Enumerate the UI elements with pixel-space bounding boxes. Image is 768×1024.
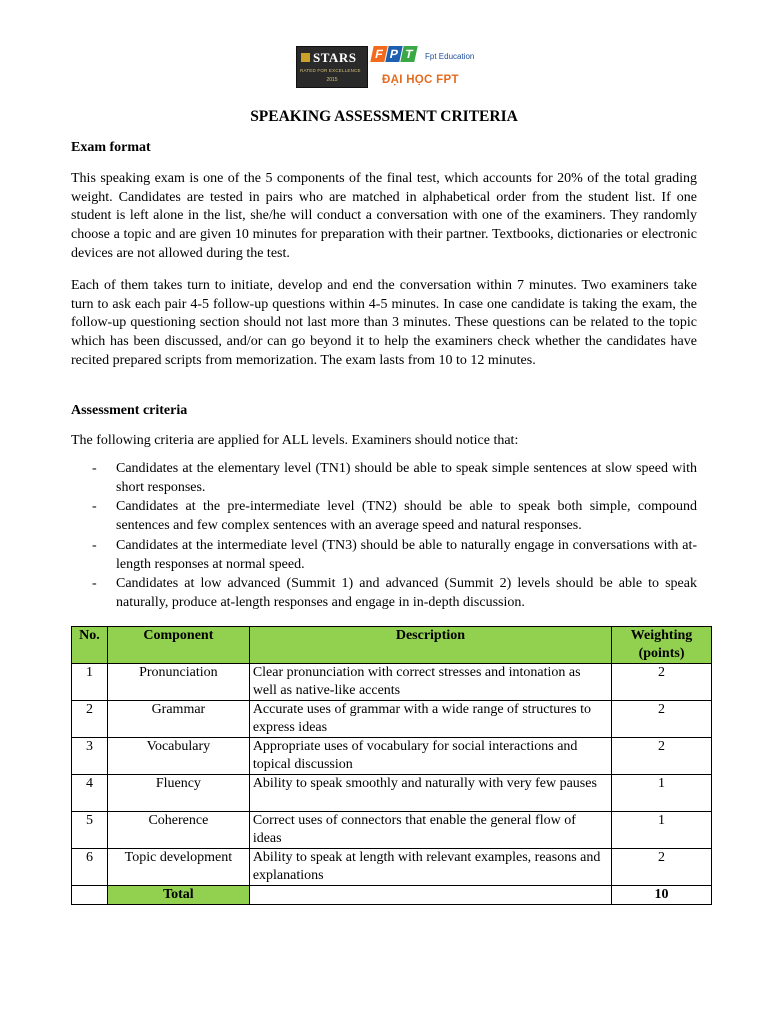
header-no: No. bbox=[72, 627, 108, 664]
fpt-letter-f: F bbox=[370, 46, 387, 62]
row-no: 3 bbox=[72, 738, 108, 775]
stars-logo bbox=[296, 46, 368, 88]
row-description: Clear pronunciation with correct stresses and intonation as well as native-like accents bbox=[249, 664, 611, 701]
fpt-letter-p: P bbox=[385, 46, 402, 62]
list-item: - Candidates at the intermediate level (TN3) should be able to naturally engage in conversations with at-length responses at normal speed. bbox=[92, 537, 697, 572]
star-square-icon bbox=[301, 53, 310, 62]
row-no: 2 bbox=[72, 701, 108, 738]
total-label: Total bbox=[107, 886, 249, 905]
row-component: Fluency bbox=[107, 775, 249, 812]
row-weighting: 2 bbox=[612, 701, 712, 738]
row-no: 4 bbox=[72, 775, 108, 812]
table-row bbox=[72, 812, 712, 849]
list-item: - Candidates at the elementary level (TN1) should be able to speak simple sentences at slow speed with short responses. bbox=[92, 461, 697, 495]
total-empty-cell bbox=[72, 886, 108, 905]
row-weighting: 2 bbox=[612, 849, 712, 886]
stars-logo-text: STARS bbox=[313, 49, 357, 65]
row-description: Appropriate uses of vocabulary for social interactions and topical discussion bbox=[249, 738, 611, 775]
header-logos bbox=[296, 46, 482, 92]
row-component: Pronunciation bbox=[107, 664, 249, 701]
row-no: 1 bbox=[72, 664, 108, 701]
level-expectations-list bbox=[71, 460, 697, 614]
criteria-table bbox=[71, 626, 712, 905]
table-total-row bbox=[72, 886, 712, 905]
page-title: SPEAKING ASSESSMENT CRITERIA bbox=[250, 108, 518, 125]
row-description: Accurate uses of grammar with a wide range of structures to express ideas bbox=[249, 701, 611, 738]
assessment-intro: The following criteria are applied for ALL levels. Examiners should notice that: bbox=[71, 433, 519, 448]
row-weighting: 1 bbox=[612, 812, 712, 849]
fpt-letter-t: T bbox=[400, 46, 417, 62]
exam-format-heading: Exam format bbox=[71, 140, 151, 155]
table-row bbox=[72, 701, 712, 738]
table-header-row bbox=[72, 627, 712, 664]
table-row bbox=[72, 775, 712, 812]
row-component: Vocabulary bbox=[107, 738, 249, 775]
assessment-criteria-heading: Assessment criteria bbox=[71, 403, 188, 418]
fpt-education-label: Fpt Education bbox=[425, 52, 475, 61]
list-item: - Candidates at low advanced (Summit 1) and advanced (Summit 2) levels should be able to speak naturally, produce at-length responses and engage in in-depth discussion. bbox=[92, 576, 697, 610]
row-weighting: 1 bbox=[612, 775, 712, 812]
header-weighting: Weighting (points) bbox=[612, 627, 712, 664]
fpt-logo bbox=[372, 46, 482, 92]
row-no: 5 bbox=[72, 812, 108, 849]
list-item: - Candidates at the pre-intermediate level (TN2) should be able to speak both simple, compound sentences and few complex sentences with an average speed and natural responses. bbox=[92, 499, 697, 534]
exam-format-paragraph-1: This speaking exam is one of the 5 components of the final test, which accounts for 20% of the total grading weight. Candidates are tested in pairs who are matched in alphabetical order from the student list. If one student is left alone in the list, she/he will conduct a conversation with one of the examiners. They randomly choose a topic and are given 10 minutes for preparation with their partner. Textbooks, dictionaries or electronic devices are not allowed during the test. bbox=[71, 171, 697, 261]
stars-logo-year: 2015 bbox=[326, 77, 338, 83]
row-weighting: 2 bbox=[612, 738, 712, 775]
exam-format-paragraph-2: Each of them takes turn to initiate, develop and end the conversation within 7 minutes. Two examiners take turn to ask each pair 4-5 follow-up questions within 4-5 minutes. In case one candidate is taking the exam, the follow-up questioning section should not last more than 3 minutes. These questions can be related to the topic which has been discussed, and/or can go beyond it to help the examiners check whether the candidates have recited prepared scripts from memorization. The exam lasts from 10 to 12 minutes. bbox=[71, 278, 697, 368]
university-name: ĐẠI HỌC FPT bbox=[382, 74, 459, 86]
header-description: Description bbox=[249, 627, 611, 664]
row-description: Ability to speak smoothly and naturally with very few pauses bbox=[249, 775, 611, 812]
row-description: Ability to speak at length with relevant examples, reasons and explanations bbox=[249, 849, 611, 886]
total-description-empty-cell bbox=[249, 886, 611, 905]
header-component: Component bbox=[107, 627, 249, 664]
row-component: Topic development bbox=[107, 849, 249, 886]
row-component: Grammar bbox=[107, 701, 249, 738]
table-row bbox=[72, 738, 712, 775]
total-value: 10 bbox=[612, 886, 712, 905]
row-component: Coherence bbox=[107, 812, 249, 849]
table-row bbox=[72, 849, 712, 886]
row-no: 6 bbox=[72, 849, 108, 886]
row-weighting: 2 bbox=[612, 664, 712, 701]
stars-logo-subtext: RATED FOR EXCELLENCE bbox=[300, 68, 361, 73]
table-row bbox=[72, 664, 712, 701]
row-description: Correct uses of connectors that enable the general flow of ideas bbox=[249, 812, 611, 849]
